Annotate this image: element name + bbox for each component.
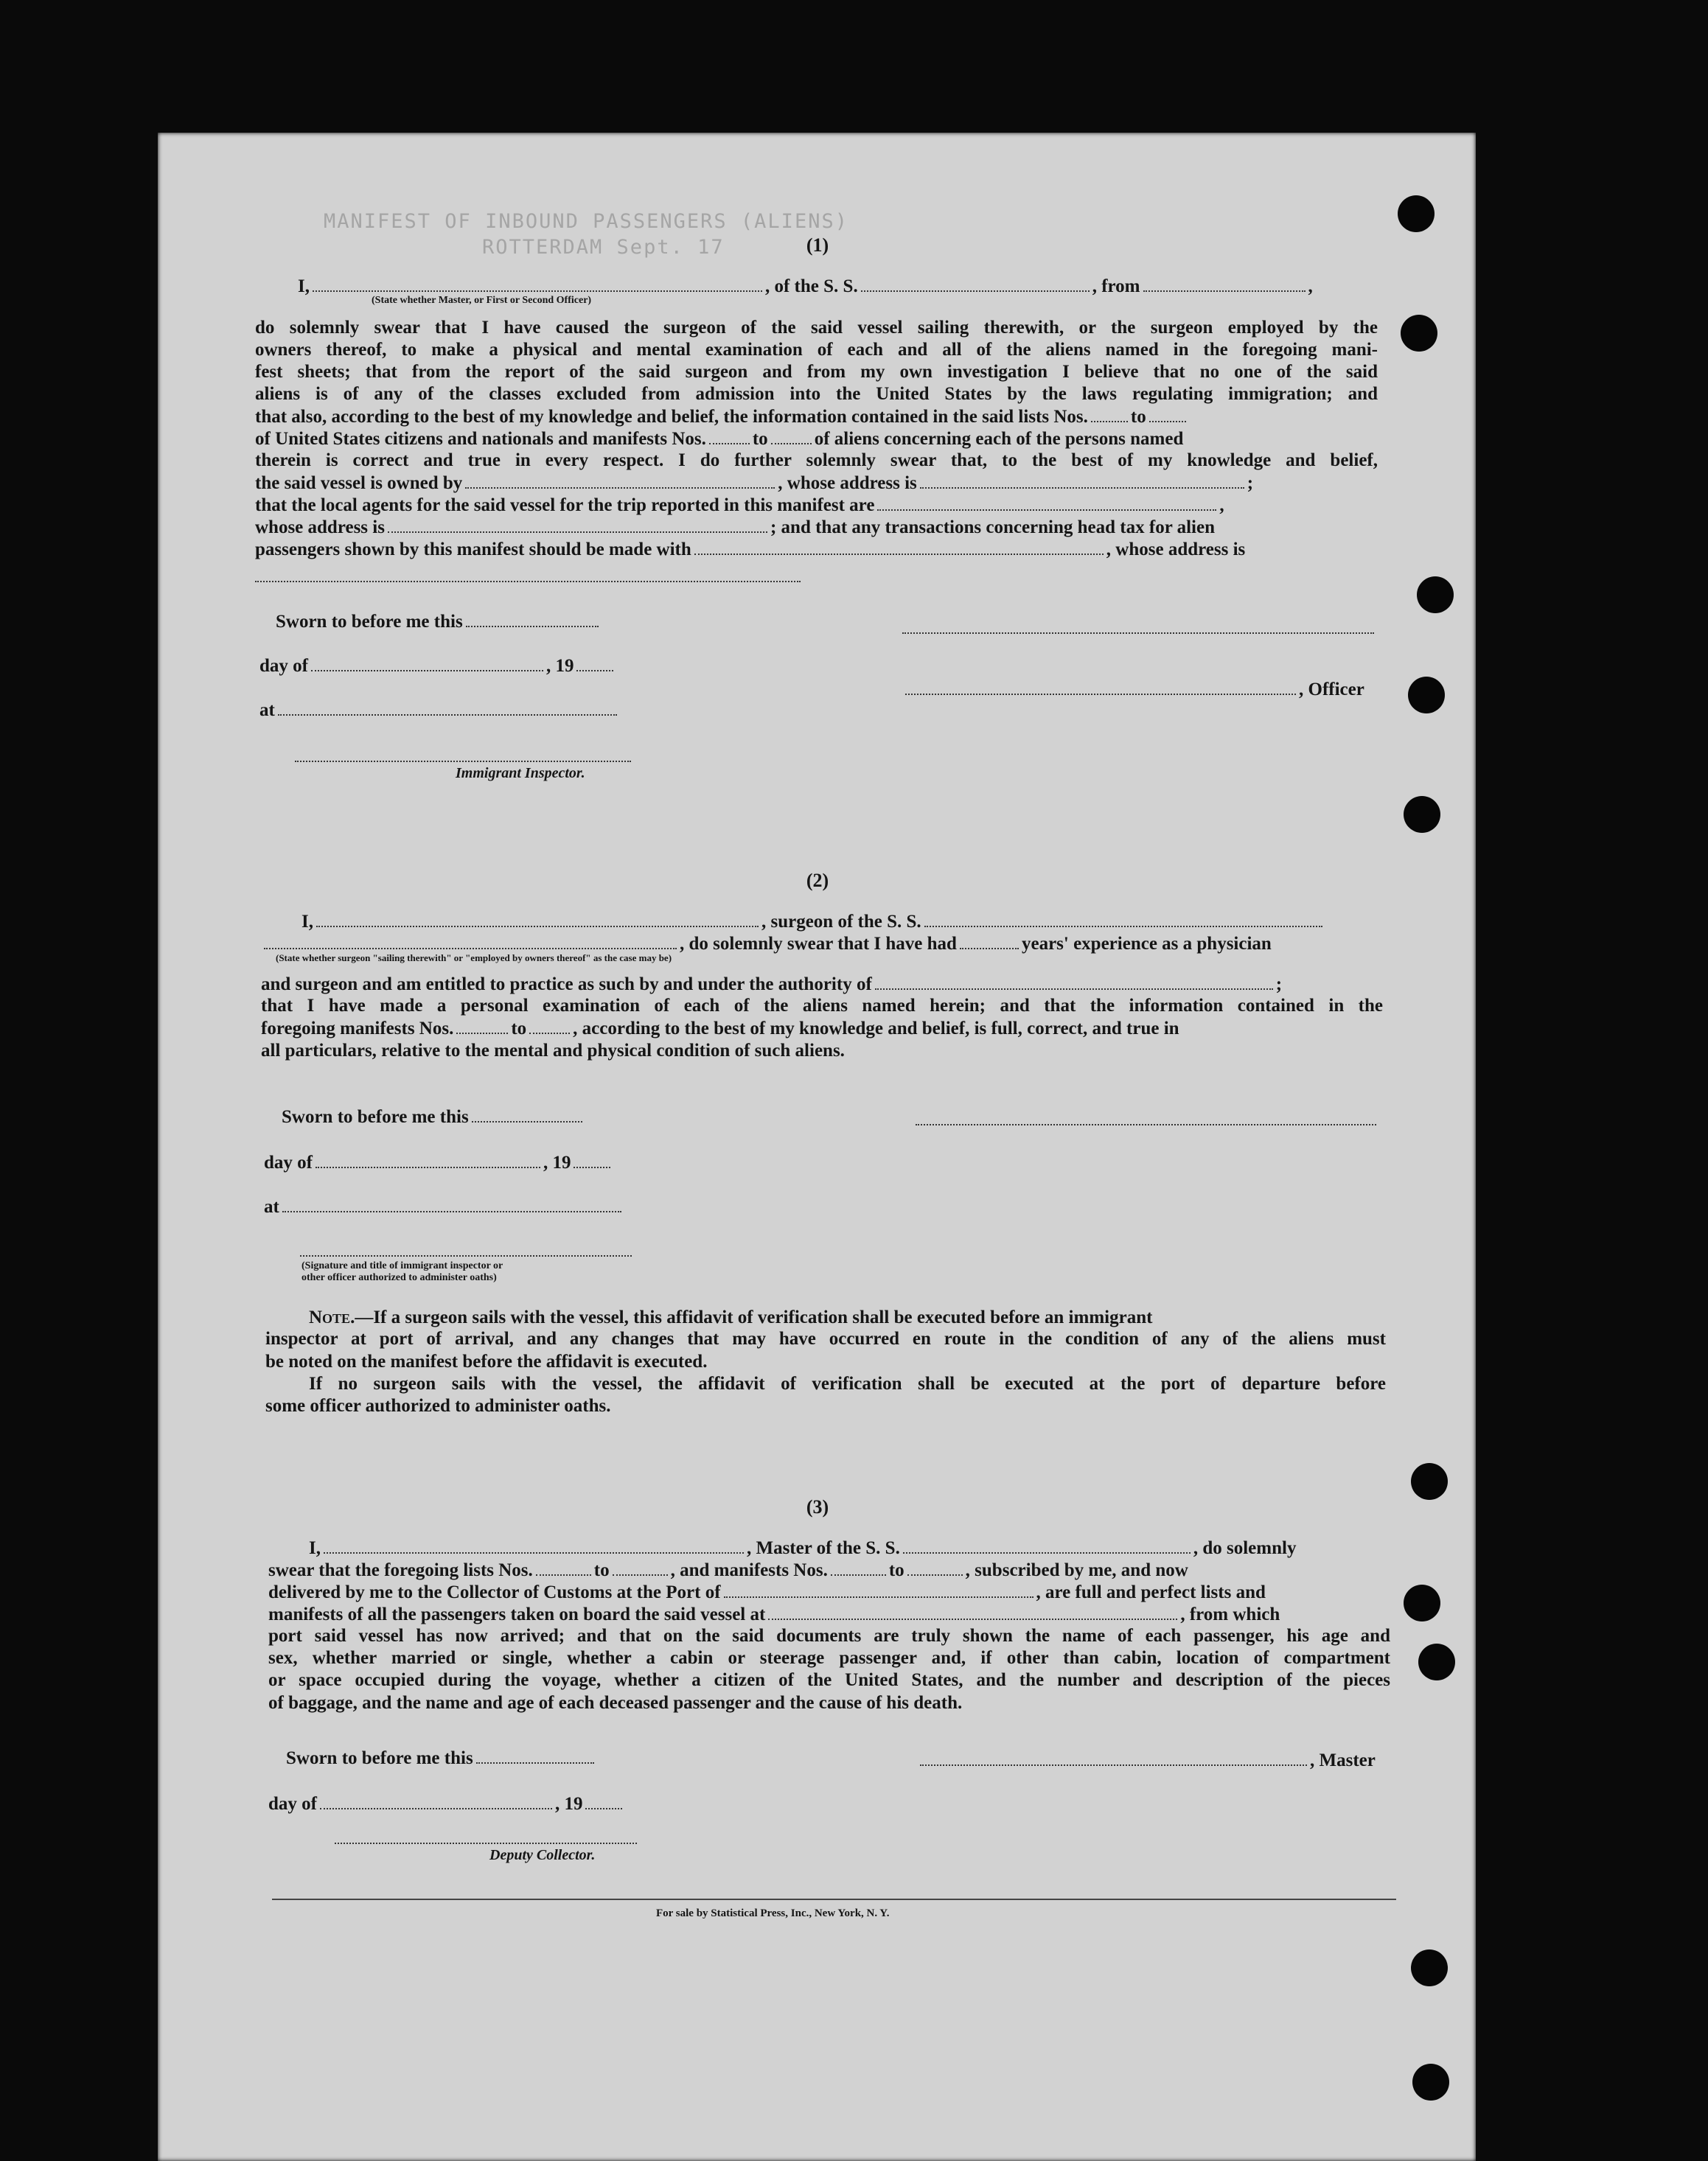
s3-day-of: day of , 19 <box>268 1792 625 1815</box>
s1-line-correct: therein is correct and true in every respect. I do further solemnly swear that, to the best of my knowledge and belief, <box>255 450 1378 470</box>
s2-note-line-4: If no surgeon sails with the vessel, the affidavit of verification shall be executed at the port of departure before <box>309 1374 1386 1394</box>
punch-hole-6 <box>1411 1463 1448 1500</box>
s2-surgeon-signature-line <box>916 1124 1376 1125</box>
s2-at: at <box>264 1195 624 1218</box>
punch-hole-8 <box>1418 1644 1455 1680</box>
note-label: Note. <box>309 1308 355 1327</box>
punch-hole-5 <box>1404 796 1440 833</box>
section-3-heading: (3) <box>806 1496 829 1518</box>
s2-line-5: foregoing manifests Nos. to , according to the best of my knowledge and belief, is full, correct, and true in <box>261 1019 1179 1038</box>
punch-hole-4 <box>1408 677 1445 713</box>
punch-hole-3 <box>1417 576 1454 613</box>
section-1-heading: (1) <box>806 234 829 256</box>
s3-line-1: I, , Master of the S. S. , do solemnly <box>309 1538 1297 1558</box>
ghost-header-line-1: MANIFEST OF INBOUND PASSENGERS (ALIENS) <box>324 210 848 233</box>
s3-sworn: Sworn to before me this <box>286 1747 597 1770</box>
s1-day-of: day of , 19 <box>259 654 616 677</box>
s1-para-line-1: do solemnly swear that I have caused the surgeon of the said vessel sailing therewith, or the surgeon employed by the <box>255 318 1378 338</box>
s3-para-line-4: of baggage, and the name and age of each deceased passenger and the cause of his death. <box>268 1693 963 1713</box>
s1-officer-signature-line <box>902 632 1374 634</box>
s1-para-line-3: fest sheets; that from the report of the said surgeon and from my own investigation I believe that no one of the said <box>255 362 1378 382</box>
manifest-page <box>158 133 1476 2161</box>
s1-at: at <box>259 699 620 722</box>
s1-line-lists: that also, according to the best of my knowledge and belief, the information contained in the said lists Nos. to <box>255 405 1189 428</box>
s3-line-4: manifests of all the passengers taken on board the said vessel at , from which <box>268 1605 1280 1624</box>
punch-hole-10 <box>1412 2064 1449 2101</box>
s3-line-3: delivered by me to the Collector of Customs at the Port of , are full and perfect lists and <box>268 1582 1266 1602</box>
s2-note-line-1: Note.—If a surgeon sails with the vessel, this affidavit of verification shall be executed before an immigrant <box>309 1308 1153 1327</box>
s2-line-1: I, , surgeon of the S. S. <box>301 910 1325 933</box>
punch-hole-9 <box>1411 1949 1448 1986</box>
footer-imprint: For sale by Statistical Press, Inc., New York, N. Y. <box>656 1907 890 1919</box>
s1-inspector-signature-line <box>295 761 631 762</box>
s3-deputy-collector: Deputy Collector. <box>489 1847 596 1863</box>
s2-line-4: that I have made a personal examination of each of the aliens named herein; and that the information contained in the <box>261 996 1383 1016</box>
footer-rule <box>272 1899 1396 1900</box>
s2-inspector-signature-line <box>300 1255 632 1257</box>
ghost-header-line-2: ROTTERDAM Sept. 17 <box>482 236 725 259</box>
s1-para-line-2: owners thereof, to make a physical and mental examination of each and all of the aliens named in the foregoing mani- <box>255 340 1378 360</box>
s1-immigrant-inspector: Immigrant Inspector. <box>456 765 585 781</box>
s3-para-line-1: port said vessel has now arrived; and that on the said documents are truly shown the name of each passenger, his age and <box>268 1626 1390 1646</box>
s1-officer-note: (State whether Master, or First or Second Officer) <box>372 295 592 306</box>
s2-surgeon-note: (State whether surgeon "sailing therewith" or "employed by owners thereof" as the case may be) <box>276 952 672 963</box>
s1-address-blank <box>255 581 801 582</box>
s1-line-officer: I, , of the S. S. , from , <box>298 276 1313 296</box>
s2-sworn: Sworn to before me this <box>282 1106 585 1128</box>
s3-para-line-2: sex, whether married or single, whether a cabin or steerage passenger and, if other than cabin, location of compartment <box>268 1648 1390 1668</box>
s3-line-2: swear that the foregoing lists Nos. to , and manifests Nos. to , subscribed by me, and now <box>268 1560 1188 1580</box>
s1-para-line-4: aliens is of any of the classes excluded from admission into the United States by the laws regulating immigration; and <box>255 384 1378 404</box>
s3-collector-signature-line <box>335 1843 637 1844</box>
s3-para-line-3: or space occupied during the voyage, whether a citizen of the United States, and the number and description of the pieces <box>268 1670 1390 1690</box>
punch-hole-7 <box>1404 1585 1440 1621</box>
s2-note-line-3: be noted on the manifest before the affidavit is executed. <box>265 1352 708 1372</box>
s1-line-manifests: of United States citizens and nationals and manifests Nos. to of aliens concerning each of the persons named <box>255 429 1184 449</box>
s3-master: , Master <box>917 1749 1376 1772</box>
s2-line-6: all particulars, relative to the mental and physical condition of such aliens. <box>261 1041 845 1061</box>
s2-sig-note-2: other officer authorized to administer oaths) <box>301 1272 497 1283</box>
s1-sworn: Sworn to before me this <box>276 610 602 633</box>
section-2-heading: (2) <box>806 870 829 891</box>
s2-sig-note-1: (Signature and title of immigrant inspector or <box>301 1260 503 1271</box>
s2-note-line-2: inspector at port of arrival, and any changes that may have occurred en route in the condition of any of the aliens must <box>265 1329 1386 1349</box>
s1-line-passengers: passengers shown by this manifest should be made with , whose address is <box>255 540 1246 559</box>
punch-hole-2 <box>1401 315 1437 352</box>
s2-line-2: , do solemnly swear that I have had years' experience as a physician <box>261 932 1272 955</box>
s2-line-3: and surgeon and am entitled to practice as such by and under the authority of ; <box>261 974 1283 994</box>
s1-officer: , Officer <box>902 678 1364 701</box>
s2-note-line-5: some officer authorized to administer oaths. <box>265 1396 611 1416</box>
punch-hole-1 <box>1398 195 1435 232</box>
s1-line-address: whose address is ; and that any transactions concerning head tax for alien <box>255 517 1215 537</box>
s1-line-owned: the said vessel is owned by , whose address is ; <box>255 473 1254 493</box>
s1-line-agents: that the local agents for the said vessel for the trip reported in this manifest are , <box>255 495 1224 515</box>
s2-day-of: day of , 19 <box>264 1151 613 1174</box>
